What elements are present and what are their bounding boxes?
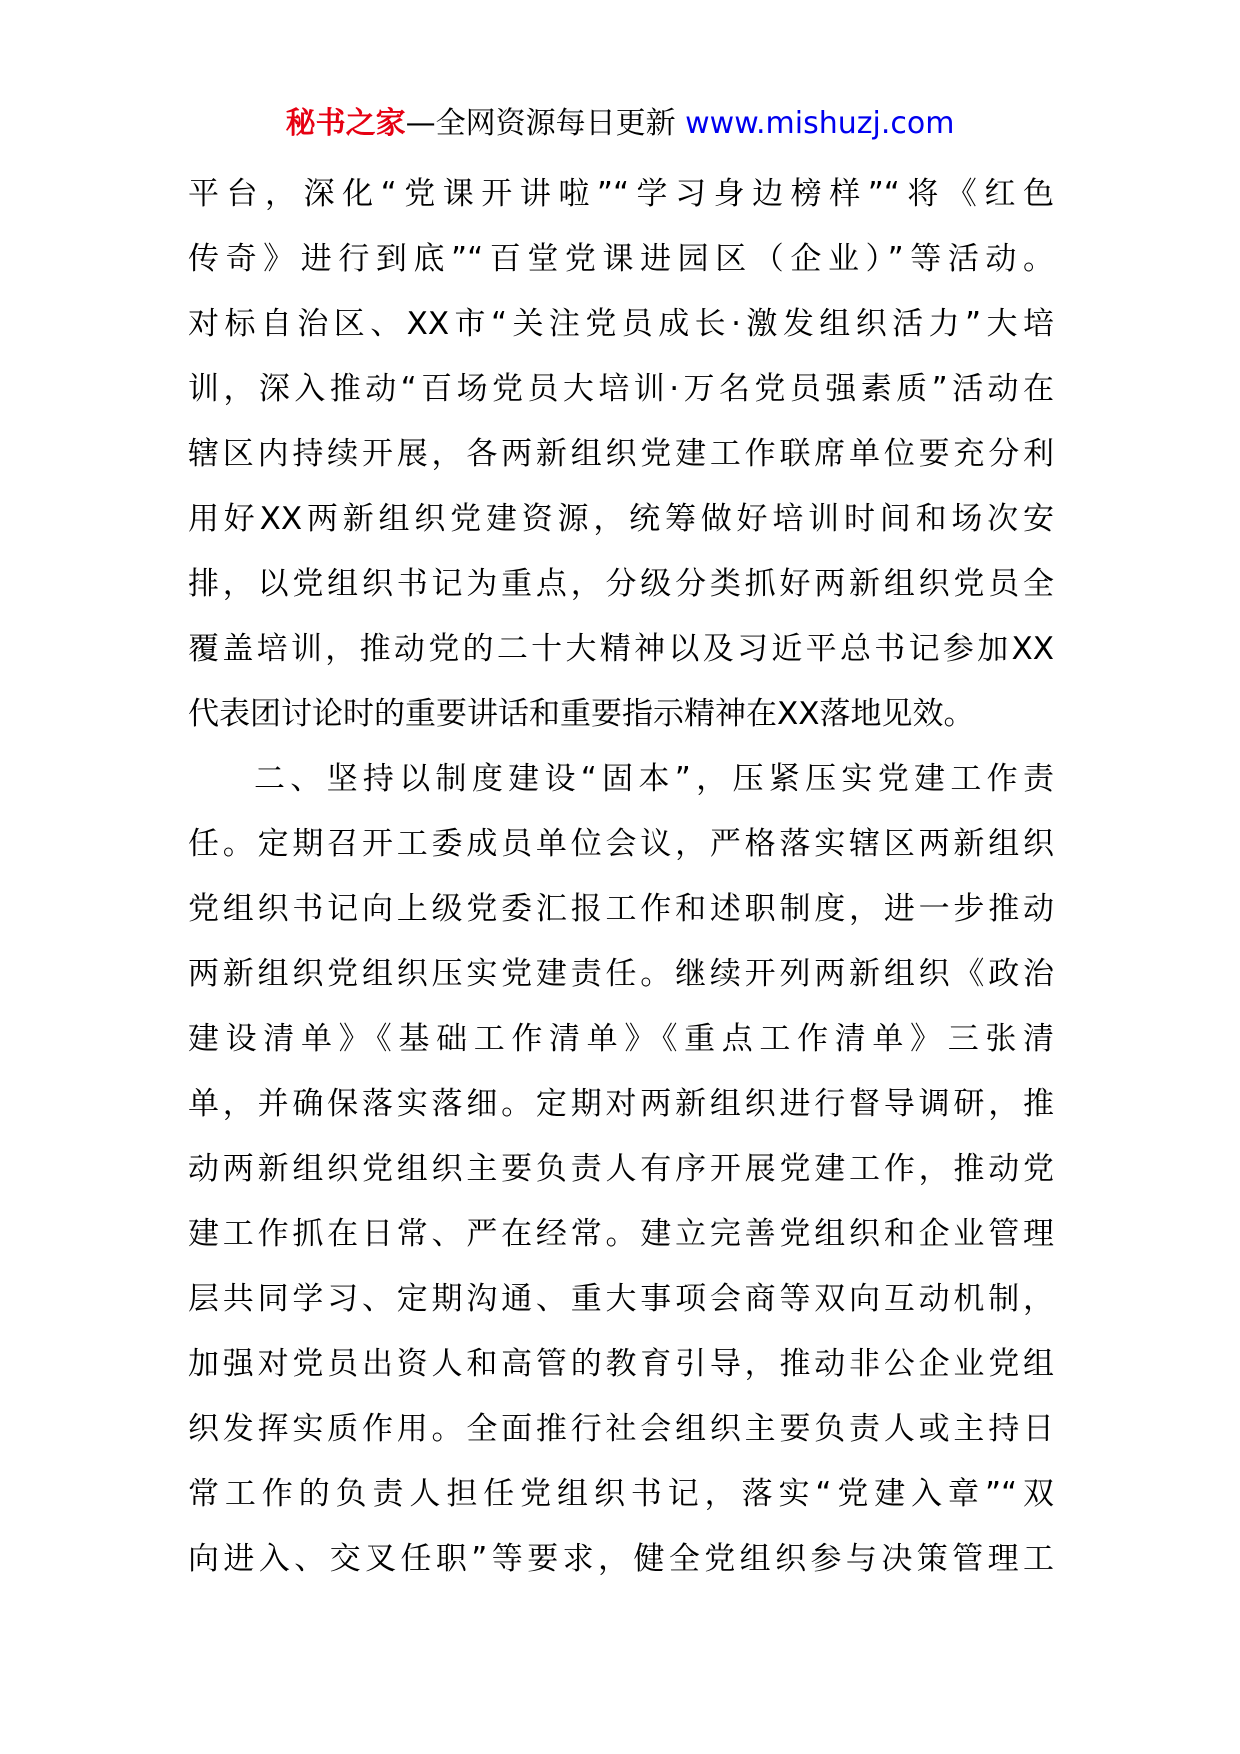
text-line: 常工作的负责人担任党组织书记，落实“党建入章”“双 xyxy=(188,1476,1054,1512)
text-line: 层共同学习、定期沟通、重大事项会商等双向互动机制， xyxy=(188,1281,1054,1317)
text-line: 训，深入推动“百场党员大培训·万名党员强素质”活动在 xyxy=(188,371,1054,407)
text-line: 建设清单》《基础工作清单》《重点工作清单》三张清 xyxy=(188,1021,1054,1057)
site-url-link[interactable]: www.mishuzj.com xyxy=(685,106,955,141)
text-line: 党组织书记向上级党委汇报工作和述职制度，进一步推动 xyxy=(188,891,1054,927)
text-line: 覆盖培训，推动党的二十大精神以及习近平总书记参加XX xyxy=(188,631,1054,667)
text-line: 动两新组织党组织主要负责人有序开展党建工作，推动党 xyxy=(188,1151,1054,1187)
text-line: 单，并确保落实落细。定期对两新组织进行督导调研，推 xyxy=(188,1086,1054,1122)
page-header xyxy=(0,104,1240,144)
text-line: 两新组织党组织压实党建责任。继续开列两新组织《政治 xyxy=(188,956,1054,992)
site-name: 秘书之家 xyxy=(285,106,406,141)
site-tagline: —全网资源每日更新 xyxy=(405,106,686,141)
text-line: 建工作抓在日常、严在经常。建立完善党组织和企业管理 xyxy=(188,1216,1054,1252)
text-line: 任。定期召开工委成员单位会议，严格落实辖区两新组织 xyxy=(188,826,1054,862)
text-line: 排，以党组织书记为重点，分级分类抓好两新组织党员全 xyxy=(188,566,1054,602)
section-heading-line: 二、坚持以制度建设“固本”，压紧压实党建工作责 xyxy=(254,761,1054,797)
document-body xyxy=(188,162,1054,1592)
text-line: 传奇》进行到底”“百堂党课进园区（企业）”等活动。 xyxy=(188,241,1054,277)
text-line: 用好XX两新组织党建资源，统筹做好培训时间和场次安 xyxy=(188,501,1054,537)
text-line: 织发挥实质作用。全面推行社会组织主要负责人或主持日 xyxy=(188,1411,1054,1447)
text-line: 向进入、交叉任职”等要求，健全党组织参与决策管理工 xyxy=(188,1541,1054,1577)
text-line: 代表团讨论时的重要讲话和重要指示精神在XX落地见效。 xyxy=(188,696,975,732)
text-line: 对标自治区、XX市“关注党员成长·激发组织活力”大培 xyxy=(188,306,1054,342)
text-line: 辖区内持续开展，各两新组织党建工作联席单位要充分利 xyxy=(188,436,1054,472)
text-line: 平台，深化“党课开讲啦”“学习身边榜样”“将《红色 xyxy=(188,176,1054,212)
text-line: 加强对党员出资人和高管的教育引导，推动非公企业党组 xyxy=(188,1346,1054,1382)
